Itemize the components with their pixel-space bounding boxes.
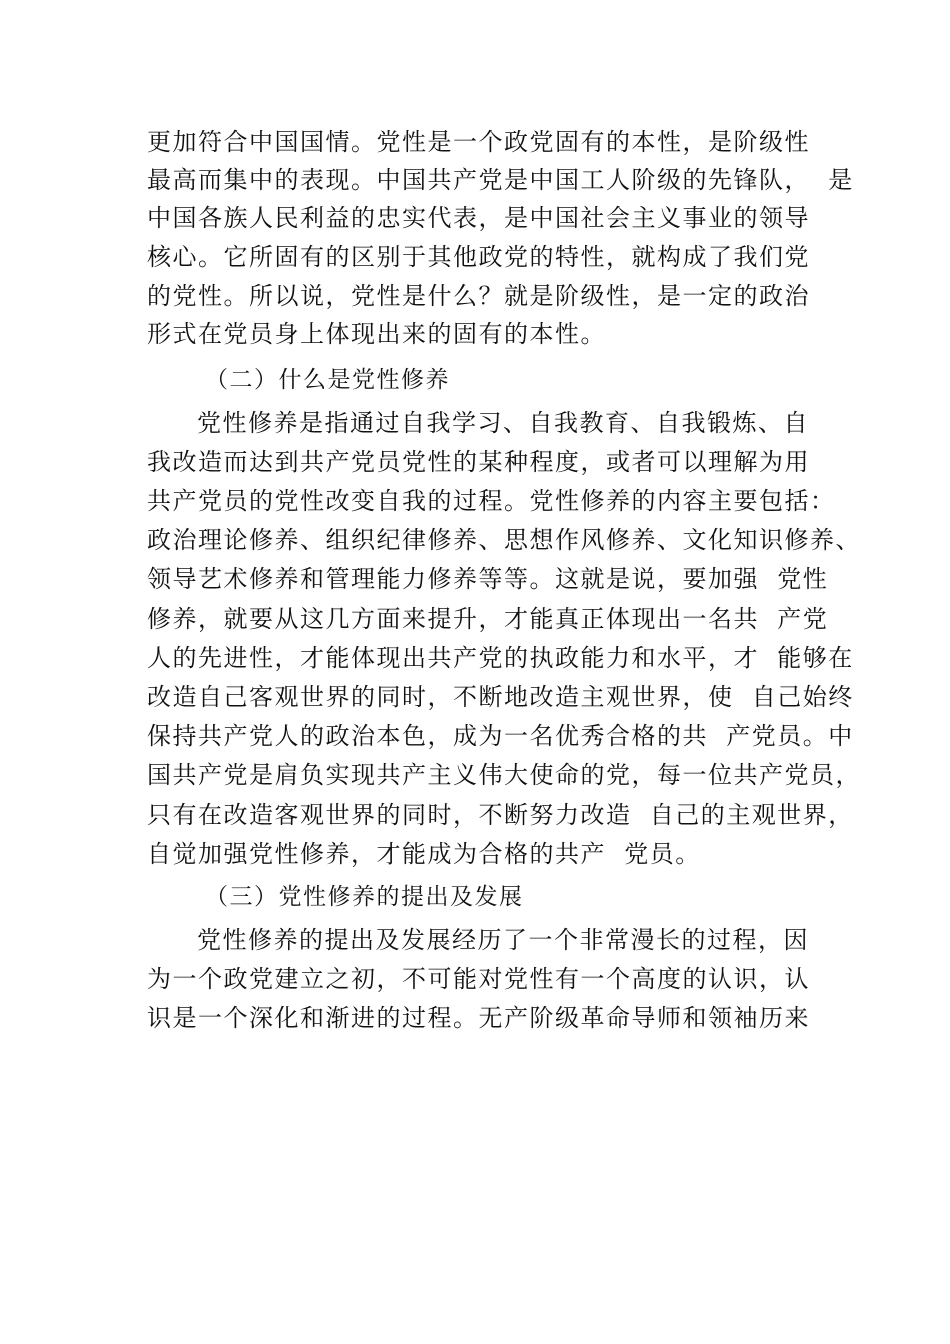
section-heading: （三）党性修养的提出及发展 — [205, 884, 524, 910]
text-line: 党性修养的提出及发展经历了一个非常漫长的过程，因 — [197, 926, 809, 954]
text-line: 领导艺术修养和管理能力修养等等。这就是说，要加强 党性 — [147, 565, 829, 593]
text-line: 自觉加强党性修养，才能成为合格的共产 党员。 — [147, 840, 701, 868]
text-line: 人的先进性，才能体现出共产党的执政能力和水平，才 能够在 — [147, 644, 854, 672]
text-line: 共产党员的党性改变自我的过程。党性修养的内容主要包括： — [147, 487, 836, 515]
text-line: 为一个政党建立之初，不可能对党性有一个高度的认识，认 — [147, 965, 810, 993]
text-line: 只有在改造客观世界的同时，不断努力改造 自己的主观世界， — [147, 801, 854, 829]
text-line: 修养，就要从这几方面来提升，才能真正体现出一名共 产党 — [147, 605, 829, 633]
text-line: 保持共产党人的政治本色，成为一名优秀合格的共 产党员。中 — [147, 722, 854, 750]
text-line: 政治理论修养、组织纪律修养、思想作风修养、文化知识修养、 — [147, 526, 861, 554]
text-line: 国共产党是肩负实现共产主义伟大使命的党，每一位共产党员， — [147, 761, 861, 789]
text-line: 更加符合中国国情。党性是一个政党固有的本性，是阶级性 — [147, 128, 810, 156]
text-line: 的党性。所以说，党性是什么？就是阶级性，是一定的政治 — [147, 282, 810, 310]
text-line: 最高而集中的表现。中国共产党是中国工人阶级的先锋队， 是 — [147, 166, 854, 194]
text-line: 核心。它所固有的区别于其他政党的特性，就构成了我们党 — [147, 243, 810, 271]
text-line: 我改造而达到共产党员党性的某种程度，或者可以理解为用 — [147, 448, 810, 476]
section-heading: （二）什么是党性修养 — [205, 367, 450, 393]
text-line: 中国各族人民利益的忠实代表，是中国社会主义事业的领导 — [147, 204, 810, 232]
text-line: 改造自己客观世界的同时，不断地改造主观世界，使 自己始终 — [147, 683, 854, 711]
text-line: 形式在党员身上体现出来的固有的本性。 — [147, 320, 606, 348]
text-line: 党性修养是指通过自我学习、自我教育、自我锻炼、自 — [197, 409, 809, 437]
text-line: 识是一个深化和渐进的过程。无产阶级革命导师和领袖历来 — [147, 1004, 810, 1032]
